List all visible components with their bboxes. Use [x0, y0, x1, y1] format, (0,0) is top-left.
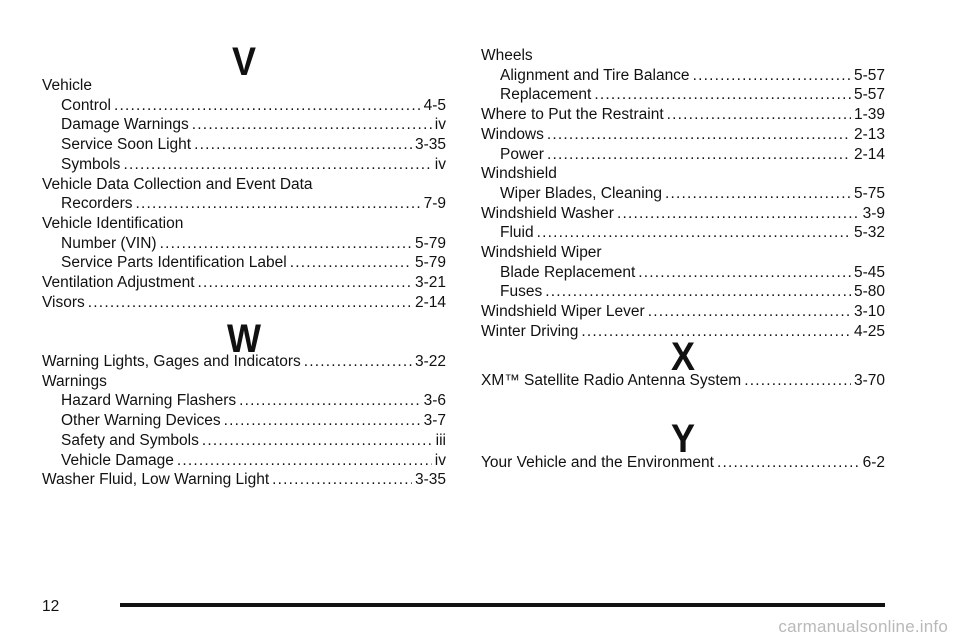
entry-page-ref: 5-80: [853, 283, 885, 301]
entry-label: Damage Warnings: [61, 116, 189, 134]
dot-leader: [594, 85, 851, 105]
index-entry[interactable]: [481, 85, 885, 105]
entry-label: Windshield: [481, 165, 557, 183]
entry-page-ref: 2-13: [853, 125, 885, 143]
index-entry[interactable]: [481, 105, 885, 125]
entry-label: Washer Fluid, Low Warning Light: [42, 471, 270, 489]
entry-label: Safety and Symbols: [61, 431, 199, 449]
dot-leader: [192, 115, 432, 135]
section-letter: X: [670, 335, 696, 379]
entry-page-ref: 2-14: [853, 145, 885, 163]
entry-page-ref: 3-6: [423, 392, 446, 410]
index-entry[interactable]: [42, 155, 446, 175]
index-entry[interactable]: [481, 453, 885, 473]
index-entry[interactable]: [481, 282, 885, 302]
section-letter: W: [226, 317, 261, 361]
entry-label: Alignment and Tire Balance: [500, 66, 690, 84]
entry-page-ref: 3-35: [414, 471, 446, 489]
dot-leader: [545, 282, 851, 302]
entry-label: Ventilation Adjustment: [42, 274, 195, 292]
index-heading: [481, 46, 885, 66]
entry-label: Vehicle Identification: [42, 214, 184, 232]
index-entry[interactable]: [481, 184, 885, 204]
dot-leader: [744, 371, 851, 391]
entry-page-ref: iv: [434, 451, 446, 469]
dot-leader: [638, 263, 851, 283]
entry-label: Symbols: [61, 155, 121, 173]
watermark[interactable]: carmanualsonline.info: [778, 617, 948, 636]
entry-page-ref: 4-5: [423, 96, 446, 114]
entry-label: Where to Put the Restraint: [481, 106, 664, 124]
entry-label: Windshield Washer: [481, 204, 614, 222]
entry-page-ref: 5-79: [414, 234, 446, 252]
section-letter: Y: [670, 417, 696, 461]
entry-page-ref: 3-9: [862, 204, 885, 222]
entry-page-ref: 3-21: [414, 274, 446, 292]
entry-label: Wiper Blades, Cleaning: [500, 184, 662, 202]
dot-leader: [202, 431, 433, 451]
index-entry[interactable]: [42, 194, 446, 214]
index-entry[interactable]: [42, 451, 446, 471]
dot-leader: [304, 352, 412, 372]
dot-leader: [547, 145, 851, 165]
index-entry[interactable]: [481, 204, 885, 224]
entry-label: Windshield Wiper: [481, 244, 602, 262]
dot-leader: [224, 411, 421, 431]
index-entry[interactable]: [42, 391, 446, 411]
index-entry[interactable]: [481, 125, 885, 145]
index-section: [42, 76, 446, 312]
dot-leader: [88, 293, 412, 313]
index-entry[interactable]: [481, 263, 885, 283]
index-heading: [42, 76, 446, 96]
entry-label: Vehicle Data Collection and Event Data: [42, 175, 313, 193]
entry-page-ref: 1-39: [853, 106, 885, 124]
index-section: [481, 46, 885, 342]
index-entry[interactable]: [42, 431, 446, 451]
entry-label: Wheels: [481, 47, 533, 64]
dot-leader: [547, 125, 851, 145]
dot-leader: [272, 470, 412, 490]
entry-label: Warning Lights, Gages and Indicators: [42, 353, 301, 370]
section-letter: V: [231, 40, 257, 84]
index-heading: [42, 372, 446, 392]
entry-label: Windows: [481, 125, 544, 143]
entry-label: Your Vehicle and the Environment: [481, 454, 714, 471]
dot-leader: [136, 194, 421, 214]
dot-leader: [717, 453, 860, 473]
dot-leader: [177, 451, 432, 471]
index-section: [481, 453, 885, 473]
index-entry[interactable]: [42, 135, 446, 155]
entry-page-ref: 7-9: [423, 195, 446, 213]
entry-label: Power: [500, 145, 544, 163]
dot-leader: [665, 184, 851, 204]
index-entry[interactable]: [42, 273, 446, 293]
entry-page-ref: 5-57: [853, 86, 885, 104]
entry-page-ref: 6-2: [862, 454, 885, 471]
index-entry[interactable]: [481, 371, 885, 391]
entry-page-ref: 4-25: [853, 322, 885, 340]
dot-leader: [114, 96, 421, 116]
index-entry[interactable]: [42, 470, 446, 490]
entry-page-ref: 5-79: [414, 254, 446, 272]
index-entry[interactable]: [42, 352, 446, 372]
dot-leader: [239, 391, 420, 411]
dot-leader: [667, 105, 851, 125]
index-entry[interactable]: [481, 145, 885, 165]
entry-page-ref: 3-10: [853, 303, 885, 321]
entry-page-ref: 5-32: [853, 224, 885, 242]
dot-leader: [290, 253, 412, 273]
entry-page-ref: 5-75: [853, 184, 885, 202]
index-entry[interactable]: [42, 115, 446, 135]
entry-label: Visors: [42, 293, 85, 311]
dot-leader: [617, 204, 860, 224]
dot-leader: [194, 135, 412, 155]
entry-label: Winter Driving: [481, 322, 579, 340]
entry-label: Replacement: [500, 86, 592, 104]
dot-leader: [198, 273, 412, 293]
entry-label: Number (VIN): [61, 234, 157, 252]
entry-label: Blade Replacement: [500, 263, 636, 281]
entry-page-ref: 3-70: [853, 372, 885, 389]
entry-label: Recorders: [61, 195, 133, 213]
entry-label: Control: [61, 96, 111, 114]
dot-leader: [537, 223, 851, 243]
entry-label: Hazard Warning Flashers: [61, 392, 237, 410]
index-entry[interactable]: [42, 234, 446, 254]
entry-label: Other Warning Devices: [61, 412, 221, 430]
index-entry[interactable]: [42, 96, 446, 116]
entry-label: Warnings: [42, 372, 107, 390]
entry-page-ref: 3-22: [414, 353, 446, 370]
dot-leader: [123, 155, 431, 175]
entry-page-ref: 2-14: [414, 293, 446, 311]
entry-label: Windshield Wiper Lever: [481, 303, 645, 321]
index-entry[interactable]: [481, 66, 885, 86]
dot-leader: [693, 66, 851, 86]
index-section: [42, 352, 446, 490]
index-entry[interactable]: [42, 253, 446, 273]
index-entry[interactable]: [481, 302, 885, 322]
entry-label: Vehicle: [42, 77, 92, 94]
entry-page-ref: 5-45: [853, 263, 885, 281]
dot-leader: [648, 302, 851, 322]
footer-rule: [120, 603, 885, 607]
entry-page-ref: iv: [434, 155, 446, 173]
entry-label: Fuses: [500, 283, 543, 301]
index-entry[interactable]: [42, 293, 446, 313]
index-heading: [42, 175, 446, 195]
page-number: 12: [42, 598, 60, 615]
index-heading: [481, 164, 885, 184]
dot-leader: [160, 234, 412, 254]
entry-label: XM™ Satellite Radio Antenna System: [481, 372, 742, 389]
entry-page-ref: iv: [434, 116, 446, 134]
entry-page-ref: iii: [435, 431, 446, 449]
index-heading: [481, 243, 885, 263]
index-entry[interactable]: [42, 411, 446, 431]
entry-page-ref: 5-57: [853, 66, 885, 84]
entry-page-ref: 3-35: [414, 136, 446, 154]
entry-label: Service Soon Light: [61, 136, 192, 154]
entry-label: Fluid: [500, 224, 534, 242]
entry-label: Service Parts Identification Label: [61, 254, 287, 272]
index-entry[interactable]: [481, 223, 885, 243]
index-heading: [42, 214, 446, 234]
index-section: [481, 371, 885, 391]
entry-label: Vehicle Damage: [61, 451, 174, 469]
entry-page-ref: 3-7: [423, 412, 446, 430]
